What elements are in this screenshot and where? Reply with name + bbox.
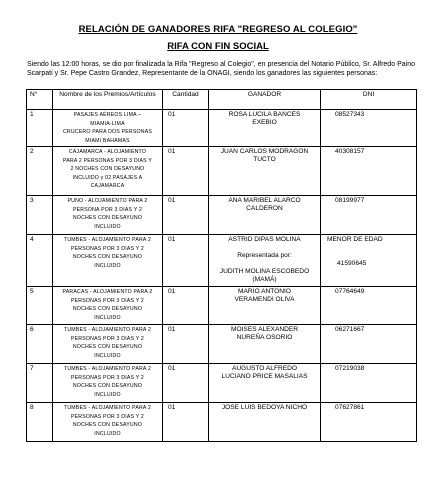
prize-line: PERSONAS POR 3 DIAS Y 2 [70,297,145,304]
prize-line: INCLUIDO [94,262,121,269]
row-number: 8 [27,403,53,442]
spacer [211,244,318,252]
row-number: 6 [27,325,53,364]
table-header-row [27,90,417,110]
dni-cell: 08527343 [321,110,417,147]
winner-line: JOSE LUIS BEDOYA NICHO [221,404,308,411]
spacer [327,244,414,260]
quantity-cell: 01 [163,196,209,235]
document-subtitle: RIFA CON FIN SOCIAL [167,41,269,52]
prize-cell [53,147,163,196]
winner-line: LUCIANO PRICE MASALIAS [221,373,308,380]
prize-line: PERSONA POR 3 DIAS Y 2 [72,206,143,213]
header-premio: Nombre de los Premios/Artículos [53,90,163,110]
winner-line: JUAN CARLOS MODRAGON [220,148,309,155]
prize-line: CAJAMARCA - ALOJAMIENTO [68,149,147,155]
row-number: 3 [27,196,53,235]
row-number: 4 [27,235,53,287]
prize-cell [53,110,163,147]
prize-line: MIAMIA-LIMA [90,120,125,127]
quantity-cell: 01 [163,364,209,403]
spacer [211,260,318,268]
quantity-cell: 01 [163,235,209,287]
winner-line: MARIO ANTONIO [237,288,291,295]
dni-cell: 40308157 [321,147,417,196]
dni-cell: 08199977 [321,196,417,235]
prize-line: PARA 2 PERSONAS POR 3 DIAS Y [62,157,152,164]
row-number: 7 [27,364,53,403]
winner-cell [209,235,321,287]
prize-line: INCLUIDO [94,223,121,230]
winner-cell [209,364,321,403]
winner-line: TUCTO [253,156,276,163]
prize-line: TUMBES - ALOJAMIENTO PARA 2 [63,405,152,411]
prize-line: NOCHES CON DESAYUNO [72,344,143,350]
quantity-cell: 01 [163,147,209,196]
prize-line: NOCHES CON DESAYUNO [72,422,143,428]
winner-line: EXEBIO [252,119,277,126]
prize-line: PUNO - ALOJAMIENTO PARA 2 [67,198,148,204]
prize-line: 2 NOCHES CON DESAYUNO [70,166,145,172]
winner-cell [209,147,321,196]
prize-cell [53,364,163,403]
prize-cell [53,287,163,325]
header-ganador: GANADOR [209,90,321,110]
prize-cell [53,196,163,235]
prize-line: PERSONAS POR 3 DIAS Y 2 [70,335,145,342]
intro-paragraph: Siendo las 12:00 horas, se dio por finalizada la Rifa "Regreso al Colegio", en presencia del Notario Público, Sr. Alfredo Paino Scarpati y Sr. Pepe Castro Grandez, Representante de la ONAGI, siendo los ganadores las siguientes personas: [27,61,415,78]
prize-line: NOCHES CON DESAYUNO [72,306,143,312]
prize-line: INCLUIDO [94,430,121,437]
table-row [27,287,417,325]
table-row [27,403,417,442]
prize-line: CRUCERO PARA DOS PERSONAS [62,129,153,135]
winner-line: CALDERON [246,205,283,212]
winner-cell [209,287,321,325]
quantity-cell: 01 [163,403,209,442]
row-number: 2 [27,147,53,196]
table-row [27,196,417,235]
prize-line: PERSONAS POR 3 DIAS Y 2 [70,374,145,381]
document-title: RELACIÓN DE GANADORES RIFA "REGRESO AL COLEGIO" [78,24,358,35]
winner-line: VERAMENDI OLIVA [234,296,295,303]
winner-line: ROSA LUCILA BANCES [228,111,301,118]
winner-cell [209,196,321,235]
winner-line: MOISES ALEXANDER [230,326,299,333]
winner-line: JUDITH MOLINA ESCOBEDO [219,268,310,275]
dni-value: 41590645 [337,260,367,267]
prize-line: PASAJES AÉREOS LIMA – [73,112,142,118]
prize-line: TUMBES - ALOJAMIENTO PARA 2 [63,237,152,243]
quantity-cell: 01 [163,110,209,147]
dni-cell: 07627861 [321,403,417,442]
row-number: 5 [27,287,53,325]
winner-line: (MAMÁ) [252,276,277,283]
winner-line: AUGUSTO ALFREDO [231,365,298,372]
prize-cell [53,325,163,364]
winner-cell [209,403,321,442]
dni-cell: 07764649 [321,287,417,325]
prize-line: INCLUIDO [94,314,121,321]
prize-line: PERSONAS POR 3 DIAS Y 2 [70,245,145,252]
dni-cell: 06271667 [321,325,417,364]
prize-line: NOCHES CON DESAYUNO [72,215,143,221]
winner-line: NUREÑA OSORIO [236,334,293,341]
winner-line: ANA MARIBEL ALARCO [228,197,301,204]
prize-cell [53,235,163,287]
winners-table [26,89,417,442]
winner-line: Representada por: [237,252,292,259]
table-row [27,235,417,287]
prize-line: TUMBES - ALOJAMIENTO PARA 2 [63,366,152,372]
prize-line: INCLUIDO [94,352,121,359]
prize-line: MIAMI BAHAMAS [85,137,130,144]
prize-line: CAJAMARCA [90,183,125,189]
table-row [27,147,417,196]
quantity-cell: 01 [163,287,209,325]
prize-line: INCLUIDO y 02 PASAJES A [72,174,143,181]
prize-cell [53,403,163,442]
quantity-cell: 01 [163,325,209,364]
prize-line: INCLUIDO [94,391,121,398]
winner-line: ASTRID DIPAS MOLINA [228,236,301,243]
prize-line: NOCHES CON DESAYUNO [72,383,143,389]
prize-line: PERSONAS POR 3 DIAS Y 2 [70,413,145,420]
header-dni: DNI [321,90,417,110]
prize-line: PARACAS - ALOJAMIENTO PARA 2 [62,289,153,295]
dni-note: MENOR DE EDAD [327,236,383,243]
winner-cell [209,110,321,147]
header-num: N° [27,90,53,110]
prize-line: NOCHES CON DESAYUNO [72,254,143,260]
prize-line: TUMBES - ALOJAMIENTO PARA 2 [63,327,152,333]
dni-cell: 07219038 [321,364,417,403]
table-row [27,110,417,147]
table-row [27,325,417,364]
row-number: 1 [27,110,53,147]
winner-cell [209,325,321,364]
dni-cell [321,235,417,287]
table-row [27,364,417,403]
header-cantidad: Cantidad [163,90,209,110]
